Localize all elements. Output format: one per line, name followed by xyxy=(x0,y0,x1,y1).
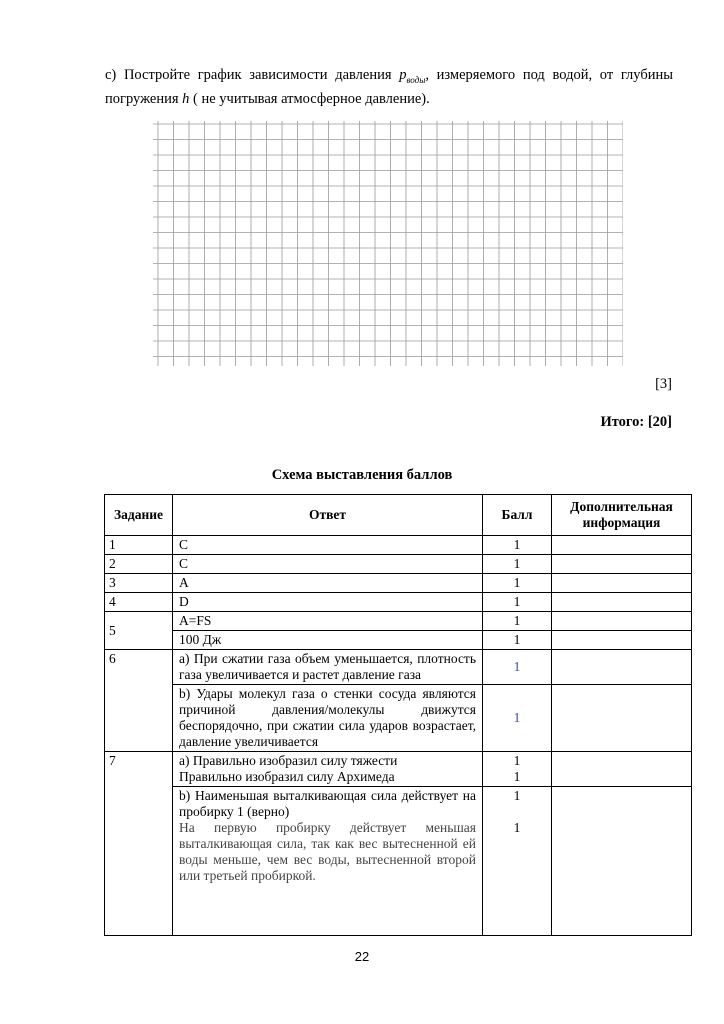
answer-cell xyxy=(173,752,483,787)
info-cell xyxy=(552,752,692,787)
task-cell: 3 xyxy=(105,574,173,593)
answer-line: a) Правильно изобразил силу тяжести xyxy=(179,753,398,768)
depth-symbol: h xyxy=(182,90,190,107)
ball-cell xyxy=(483,787,552,936)
header-ball: Балл xyxy=(483,495,552,536)
task-cell: 1 xyxy=(105,536,173,555)
table-row xyxy=(105,536,692,555)
info-cell xyxy=(552,631,692,650)
ball-cell: 1 xyxy=(483,574,552,593)
answer-cell: 100 Дж xyxy=(173,631,483,650)
answer-cell: A=FS xyxy=(173,612,483,631)
info-cell xyxy=(552,650,692,685)
pressure-symbol: $p_{воды}$ xyxy=(399,67,426,85)
answer-cell: a) При сжатии газа объем уменьшается, плотность газа увеличивается и растет давление газа xyxy=(173,650,483,685)
score-marker: [3] xyxy=(655,376,672,392)
task-cell: 5 xyxy=(105,612,173,650)
header-task: Задание xyxy=(105,495,173,536)
ball-cell: 1 xyxy=(483,631,552,650)
ball-cell: 1 xyxy=(483,612,552,631)
page-number: 22 xyxy=(354,949,370,964)
answer-line: Правильно изобразил силу Архимеда xyxy=(179,769,395,784)
table-row xyxy=(105,555,692,574)
answer-cell xyxy=(173,787,483,936)
answer-cell: C xyxy=(173,555,483,574)
ball-cell: 1 xyxy=(483,685,552,752)
info-cell xyxy=(552,612,692,631)
info-cell xyxy=(552,685,692,752)
ball-line: 1 xyxy=(513,769,521,784)
task-c-text: c) Постройте график зависимости давления $p_{воды}$, измеряемого под водой, от глубины погружения h ( не учитывая атмосферное давление). xyxy=(105,67,673,107)
ball-line: 1 xyxy=(513,788,521,803)
answer-line: b) Наименьшая выталкивающая сила действует на пробирку 1 (верно) xyxy=(179,788,476,819)
answer-cell: C xyxy=(173,536,483,555)
header-answer: Ответ xyxy=(173,495,483,536)
ball-line: 1 xyxy=(513,820,521,835)
info-cell xyxy=(552,555,692,574)
ball-cell: 1 xyxy=(483,650,552,685)
ball-cell: 1 xyxy=(483,593,552,612)
answer-cell: A xyxy=(173,574,483,593)
ball-cell xyxy=(483,752,552,787)
table-row xyxy=(105,650,692,685)
table-row xyxy=(105,631,692,650)
info-cell xyxy=(552,574,692,593)
table-row xyxy=(105,787,692,936)
info-cell xyxy=(552,593,692,612)
ball-cell: 1 xyxy=(483,555,552,574)
graph-grid xyxy=(153,121,623,366)
scheme-title: Схема выставления баллов xyxy=(271,467,453,483)
task-cell: 7 xyxy=(105,752,173,936)
answer-cell: D xyxy=(173,593,483,612)
table-row xyxy=(105,752,692,787)
ball-line: 1 xyxy=(513,753,521,768)
total-score: Итого: [20] xyxy=(600,414,672,430)
table-row xyxy=(105,685,692,752)
task-cell: 6 xyxy=(105,650,173,752)
header-info: Дополнительная информация xyxy=(552,495,692,536)
table-header-row xyxy=(105,495,692,536)
marking-scheme-table xyxy=(104,494,692,936)
table-row xyxy=(105,574,692,593)
table-row xyxy=(105,612,692,631)
ball-cell: 1 xyxy=(483,536,552,555)
info-cell xyxy=(552,536,692,555)
answer-cell: b) Удары молекул газа о стенки сосуда являются причиной давления/молекулы движутся беспорядочно, при сжатии сила ударов возрастает, давление увеличивается xyxy=(173,685,483,752)
table-row xyxy=(105,593,692,612)
task-cell: 4 xyxy=(105,593,173,612)
info-cell xyxy=(552,787,692,936)
task-cell: 2 xyxy=(105,555,173,574)
answer-line: На первую пробирку действует меньшая выталкивающая сила, так как вес вытесненной ей воды меньше, чем вес воды, вытесненной второй или третьей пробиркой. xyxy=(179,820,476,883)
